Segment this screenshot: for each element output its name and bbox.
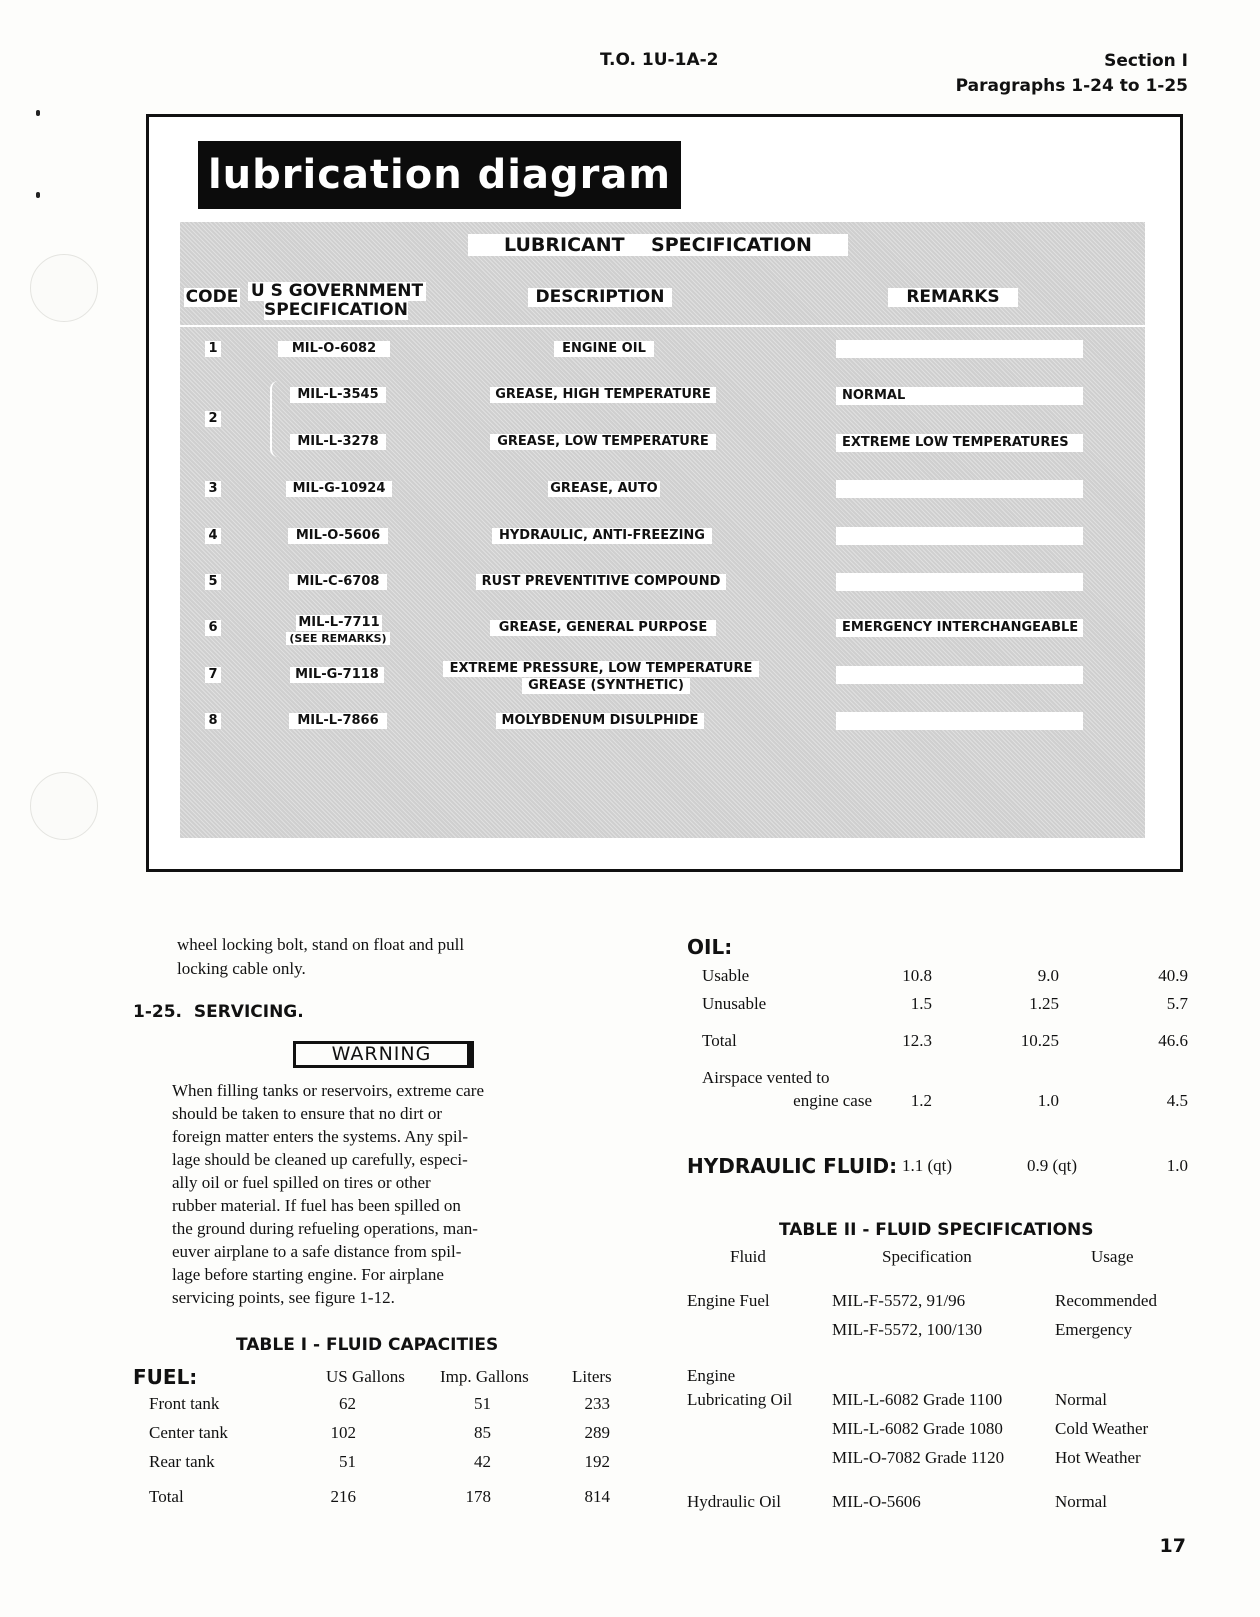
usage-cell: Recommended bbox=[1055, 1291, 1157, 1310]
usage-cell: Normal bbox=[1055, 1390, 1107, 1409]
fuel-us: 62 bbox=[339, 1394, 356, 1413]
fuel-row-label: Front tank bbox=[149, 1394, 220, 1413]
oil-liters: 40.9 bbox=[1158, 966, 1188, 985]
to-number: T.O. 1U-1A-2 bbox=[600, 50, 719, 70]
punch-hole bbox=[30, 254, 98, 322]
spec-cell: MIL-L-7711 bbox=[296, 615, 382, 631]
column-code: CODE bbox=[185, 287, 239, 307]
spec-cell: MIL-O-5606 bbox=[832, 1492, 921, 1511]
usage-cell: Hot Weather bbox=[1055, 1448, 1141, 1467]
airspace-label-line1: Airspace vented to bbox=[702, 1068, 830, 1087]
section-label: Section I bbox=[1104, 51, 1188, 71]
warning-text bbox=[172, 1079, 594, 1309]
spec-cell: MIL-F-5572, 100/130 bbox=[832, 1320, 983, 1339]
column-remarks: REMARKS bbox=[888, 288, 1018, 307]
table2-title: TABLE II - FLUID SPECIFICATIONS bbox=[779, 1220, 1094, 1240]
description-cell: RUST PREVENTITIVE COMPOUND bbox=[476, 574, 726, 590]
remarks-cell bbox=[836, 340, 1083, 358]
description-cell: ENGINE OIL bbox=[554, 341, 654, 357]
warning-line: foreign matter enters the systems. Any spil- bbox=[172, 1127, 469, 1146]
fuel-row-label: Rear tank bbox=[149, 1452, 215, 1471]
warning-line: rubber material. If fuel has been spilled on bbox=[172, 1196, 461, 1215]
oil-row-label: Total bbox=[702, 1031, 737, 1050]
oil-us: 10.8 bbox=[902, 966, 932, 985]
oil-liters: 46.6 bbox=[1158, 1031, 1188, 1050]
code-cell: 8 bbox=[205, 713, 221, 729]
spec-cell: MIL-L-3545 bbox=[290, 387, 386, 403]
description-cell: EXTREME PRESSURE, LOW TEMPERATURE bbox=[443, 661, 759, 677]
warning-line: ally oil or fuel spilled on tires or other bbox=[172, 1173, 431, 1192]
column-us-gallons: US Gallons bbox=[326, 1367, 405, 1386]
column-liters: Liters bbox=[572, 1367, 612, 1386]
column-fluid: Fluid bbox=[730, 1247, 766, 1266]
code-cell: 2 bbox=[205, 411, 221, 427]
oil-row-label: Usable bbox=[702, 966, 750, 985]
fuel-us: 102 bbox=[330, 1423, 356, 1442]
fuel-imp: 85 bbox=[474, 1423, 491, 1442]
spec-cell: MIL-L-6082 Grade 1100 bbox=[832, 1390, 1003, 1409]
margin-mark bbox=[36, 110, 40, 116]
margin-mark bbox=[36, 192, 40, 198]
remarks-cell bbox=[836, 573, 1083, 591]
page-number: 17 bbox=[1159, 1535, 1186, 1557]
spec-cell: MIL-L-6082 Grade 1080 bbox=[832, 1419, 1003, 1438]
remarks-cell bbox=[836, 527, 1083, 545]
header-divider bbox=[180, 325, 1145, 327]
column-spec-line1: U S GOVERNMENT bbox=[248, 282, 426, 301]
punch-hole bbox=[30, 772, 98, 840]
spec-cell: MIL-G-10924 bbox=[286, 481, 392, 497]
fluid-cell: Hydraulic Oil bbox=[687, 1492, 781, 1511]
fuel-liters: 192 bbox=[584, 1452, 610, 1471]
warning-line: When filling tanks or reservoirs, extreme care bbox=[172, 1081, 485, 1100]
spec-cell: MIL-O-5606 bbox=[288, 528, 388, 544]
airspace-us: 1.2 bbox=[910, 1091, 932, 1110]
hydraulic-us: 1.1 (qt) bbox=[902, 1156, 953, 1175]
oil-imp: 10.25 bbox=[1020, 1031, 1059, 1050]
description-cell: GREASE, LOW TEMPERATURE bbox=[490, 434, 716, 450]
remarks-cell bbox=[836, 712, 1083, 730]
oil-imp: 9.0 bbox=[1037, 966, 1059, 985]
description-cell-line2: GREASE (SYNTHETIC) bbox=[522, 678, 690, 694]
fuel-imp: 178 bbox=[465, 1487, 491, 1506]
warning-label: WARNING bbox=[293, 1041, 474, 1068]
fuel-row-label: Total bbox=[149, 1487, 184, 1506]
code-cell: 6 bbox=[205, 620, 221, 636]
code-cell: 5 bbox=[205, 574, 221, 590]
fuel-liters: 233 bbox=[584, 1394, 610, 1413]
spec-note: (SEE REMARKS) bbox=[286, 632, 390, 645]
lubrication-diagram-title: lubrication diagram bbox=[198, 141, 681, 209]
warning-line: servicing points, see figure 1-12. bbox=[172, 1288, 395, 1307]
fluid-cell: Engine Fuel bbox=[687, 1291, 770, 1310]
fuel-imp: 42 bbox=[474, 1452, 491, 1471]
servicing-heading: 1-25. SERVICING. bbox=[133, 1002, 304, 1022]
spec-cell: MIL-L-3278 bbox=[290, 434, 386, 450]
remarks-cell bbox=[836, 666, 1083, 684]
oil-us: 12.3 bbox=[902, 1031, 932, 1050]
code-cell: 4 bbox=[205, 528, 221, 544]
remarks-cell: NORMAL bbox=[836, 387, 1083, 405]
oil-label: OIL: bbox=[687, 935, 733, 959]
description-cell: GREASE, HIGH TEMPERATURE bbox=[490, 387, 716, 403]
fuel-us: 51 bbox=[339, 1452, 356, 1471]
column-usage: Usage bbox=[1091, 1247, 1134, 1266]
panel-title: LUBRICANT SPECIFICATION bbox=[468, 234, 848, 256]
fuel-imp: 51 bbox=[474, 1394, 491, 1413]
oil-row-label: Unusable bbox=[702, 994, 767, 1013]
spec-cell: MIL-O-6082 bbox=[278, 341, 390, 357]
usage-cell: Emergency bbox=[1055, 1320, 1133, 1339]
airspace-label-line2: engine case bbox=[793, 1091, 872, 1110]
column-description: DESCRIPTION bbox=[528, 288, 672, 307]
description-cell: MOLYBDENUM DISULPHIDE bbox=[496, 713, 704, 729]
remarks-cell bbox=[836, 480, 1083, 498]
fluid-cell: Engine bbox=[687, 1366, 736, 1385]
fuel-label: FUEL: bbox=[133, 1365, 198, 1389]
warning-line: the ground during refueling operations, man- bbox=[172, 1219, 478, 1238]
column-imp-gallons: Imp. Gallons bbox=[440, 1367, 529, 1386]
hydraulic-fluid-label: HYDRAULIC FLUID: bbox=[687, 1154, 898, 1178]
hydraulic-liters: 1.0 bbox=[1166, 1156, 1188, 1175]
oil-imp: 1.25 bbox=[1029, 994, 1059, 1013]
spec-cell: MIL-O-7082 Grade 1120 bbox=[832, 1448, 1005, 1467]
warning-line: lage should be cleaned up carefully, especi- bbox=[172, 1150, 468, 1169]
column-spec-line2: SPECIFICATION bbox=[264, 300, 408, 320]
usage-cell: Cold Weather bbox=[1055, 1419, 1149, 1438]
airspace-liters: 4.5 bbox=[1166, 1091, 1188, 1110]
spec-cell: MIL-G-7118 bbox=[290, 667, 384, 683]
warning-line: lage before starting engine. For airplane bbox=[172, 1265, 444, 1284]
paragraph-range: Paragraphs 1-24 to 1-25 bbox=[955, 76, 1188, 96]
fuel-liters: 814 bbox=[584, 1487, 610, 1506]
warning-line: should be taken to ensure that no dirt or bbox=[172, 1104, 443, 1123]
column-specification: Specification bbox=[882, 1247, 972, 1266]
code-2-brace bbox=[270, 381, 288, 457]
spec-cell: MIL-F-5572, 91/96 bbox=[832, 1291, 966, 1310]
remarks-cell: EXTREME LOW TEMPERATURES bbox=[836, 434, 1083, 452]
fluid-cell: Lubricating Oil bbox=[687, 1390, 793, 1409]
code-cell: 7 bbox=[205, 667, 221, 683]
description-cell: HYDRAULIC, ANTI-FREEZING bbox=[492, 528, 712, 544]
continuation-line: locking cable only. bbox=[177, 959, 306, 978]
remarks-cell: EMERGENCY INTERCHANGEABLE bbox=[836, 619, 1083, 637]
warning-line: euver airplane to a safe distance from spil- bbox=[172, 1242, 462, 1261]
spec-cell: MIL-C-6708 bbox=[289, 574, 387, 590]
code-cell: 1 bbox=[205, 341, 221, 357]
spec-cell: MIL-L-7866 bbox=[289, 713, 387, 729]
usage-cell: Normal bbox=[1055, 1492, 1107, 1511]
fuel-row-label: Center tank bbox=[149, 1423, 228, 1442]
fuel-liters: 289 bbox=[584, 1423, 610, 1442]
fuel-us: 216 bbox=[330, 1487, 356, 1506]
continuation-line: wheel locking bolt, stand on float and pull bbox=[177, 935, 465, 954]
description-cell: GREASE, AUTO bbox=[548, 481, 660, 497]
oil-us: 1.5 bbox=[910, 994, 932, 1013]
oil-liters: 5.7 bbox=[1166, 994, 1188, 1013]
hydraulic-imp: 0.9 (qt) bbox=[1027, 1156, 1078, 1175]
description-cell: GREASE, GENERAL PURPOSE bbox=[490, 620, 716, 636]
code-cell: 3 bbox=[205, 481, 221, 497]
airspace-imp: 1.0 bbox=[1037, 1091, 1059, 1110]
table1-title: TABLE I - FLUID CAPACITIES bbox=[236, 1335, 499, 1355]
